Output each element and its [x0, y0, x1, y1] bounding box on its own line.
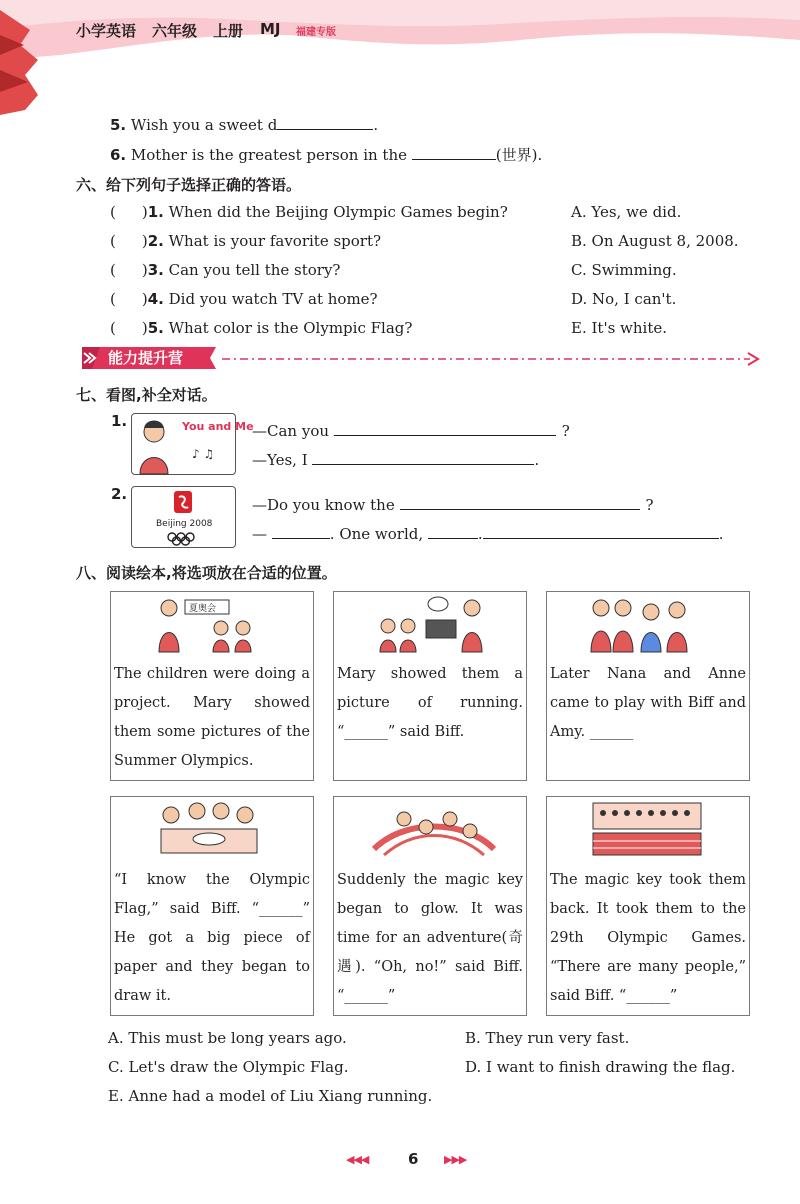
option-c: C. Let's draw the Olympic Flag. [108, 1058, 349, 1076]
header-edition: 福建专版 [296, 27, 336, 38]
dialogue-line: —Can you ? [252, 422, 570, 440]
panel-text: Mary showed them a picture of running. “______” said Biff. [337, 666, 523, 740]
singing-image [131, 413, 254, 475]
story-panel [333, 591, 527, 781]
answer-option: B. On August 8, 2008. [571, 232, 739, 250]
answer-blank[interactable] [334, 421, 556, 436]
question-row: ( )1. When did the Beijing Olympic Games begin? [110, 203, 508, 221]
story-panel [110, 796, 314, 1016]
panel-text: The children were doing a project. Mary showed them some pictures of the Summer Olympics. [114, 666, 310, 769]
dialogue-line: —Yes, I . [252, 451, 540, 469]
answer-blank[interactable] [428, 524, 478, 539]
option-b: B. They run very fast. [465, 1029, 630, 1047]
section-7-title: 七、看图,补全对话。 [76, 386, 217, 404]
panel-illustration [587, 594, 707, 654]
option-e: E. Anne had a model of Liu Xiang running. [108, 1087, 433, 1105]
story-panel [546, 591, 750, 781]
panel-illustration [374, 799, 494, 859]
answer-option: A. Yes, we did. [571, 203, 682, 221]
option-d: D. I want to finish drawing the flag. [465, 1058, 736, 1076]
answer-blank[interactable] [312, 450, 534, 465]
prev-arrows-icon: ◀◀◀ [346, 1153, 369, 1166]
dialogue-line: —Do you know the ? [252, 496, 654, 514]
answer-blank[interactable] [412, 145, 496, 160]
answer-option: C. Swimming. [571, 261, 677, 279]
answer-option: E. It's white. [571, 319, 667, 337]
panel-illustration [374, 594, 494, 654]
story-panel [333, 796, 527, 1016]
panel-text: Later Nana and Anne came to play with Biff and Amy. ______ [550, 666, 746, 740]
banner-label: 能力提升营 [108, 349, 184, 367]
logo-text: Beijing 2008 [156, 519, 213, 529]
question-row: ( )4. Did you watch TV at home? [110, 290, 378, 308]
section-8-title: 八、阅读绘本,将选项放在合适的位置。 [76, 564, 337, 582]
header-grade: 六年级 [152, 22, 198, 40]
header-subject: 小学英语 [76, 22, 137, 40]
song-title: You and Me [182, 420, 254, 433]
answer-option: D. No, I can't. [571, 290, 677, 308]
answer-blank[interactable] [277, 115, 373, 130]
panel-text: “I know the Olympic Flag,” said Biff. “______” He got a big piece of paper and they began to draw it. [114, 872, 310, 1004]
page-number: 6 [408, 1150, 419, 1168]
fill-item-5: 5. Wish you a sweet d . [110, 116, 379, 134]
next-arrows-icon: ▶▶▶ [444, 1153, 467, 1166]
item-number: 2. [111, 485, 128, 503]
fill-item-6: 6. Mother is the greatest person in the (世界). [110, 146, 543, 164]
panel-text: The magic key took them back. It took them to the 29th Olympic Games. “There are many people,” said Biff. “______” [550, 872, 746, 1004]
panel-illustration [151, 594, 271, 654]
option-a: A. This must be long years ago. [108, 1029, 347, 1047]
story-panel [110, 591, 314, 781]
section-6-title: 六、给下列句子选择正确的答语。 [76, 176, 302, 194]
dialogue-line: — . One world, . . [252, 525, 724, 543]
item-number: 1. [111, 412, 128, 430]
panel-sign: 夏奥会 [189, 604, 217, 614]
svg-text:♪ ♫: ♪ ♫ [192, 447, 215, 461]
beijing-logo-image [131, 486, 236, 548]
banner-dashed-line [222, 350, 762, 368]
answer-blank[interactable] [400, 495, 640, 510]
story-panel [546, 796, 750, 1016]
answer-blank[interactable] [272, 524, 330, 539]
answer-blank[interactable] [483, 524, 719, 539]
panel-illustration [587, 799, 707, 859]
header-publisher: MJ [260, 20, 281, 38]
panel-illustration [151, 799, 271, 859]
question-row: ( )3. Can you tell the story? [110, 261, 341, 279]
question-row: ( )5. What color is the Olympic Flag? [110, 319, 413, 337]
question-row: ( )2. What is your favorite sport? [110, 232, 382, 250]
header-volume: 上册 [213, 22, 244, 40]
panel-text: Suddenly the magic key began to glow. It was time for an adventure(奇遇). “Oh, no!” said Biff. “______” [337, 872, 523, 1004]
